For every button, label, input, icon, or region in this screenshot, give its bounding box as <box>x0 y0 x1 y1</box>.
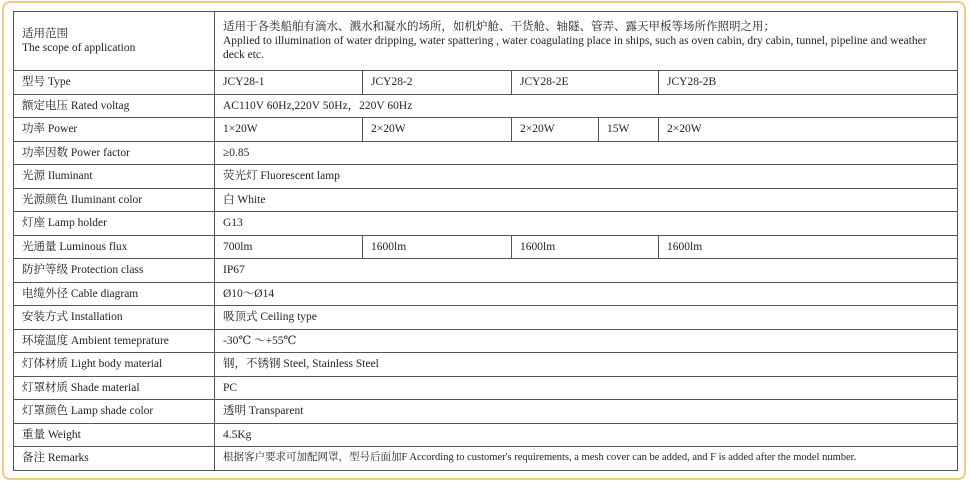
cable-value: Ø10～Ø14 <box>215 282 958 306</box>
row-installation <box>14 306 958 330</box>
row-shade-color <box>14 400 958 424</box>
installation-value: 吸顶式 Ceiling type <box>215 306 958 330</box>
row-power-factor <box>14 141 958 165</box>
voltage-label: 额定电压 Rated voltag <box>14 94 215 118</box>
row-body-material <box>14 353 958 377</box>
shade-color-label: 灯罩颜色 Lamp shade color <box>14 400 215 424</box>
row-voltage <box>14 94 958 118</box>
illuminant-label: 光源 Iluminant <box>14 165 215 189</box>
power-value-2: 2×20W <box>363 118 512 142</box>
illuminant-color-label: 光源颜色 Iluminant color <box>14 188 215 212</box>
lamp-holder-value: G13 <box>215 212 958 236</box>
scope-label-cn: 适用范围 <box>22 28 68 40</box>
scope-value-cell <box>215 12 958 71</box>
row-type <box>14 71 958 95</box>
installation-label: 安装方式 Installation <box>14 306 215 330</box>
voltage-value: AC110V 60Hz,220V 50Hz，220V 60Hz <box>215 94 958 118</box>
scope-text-cn: 适用于各类船舶有滴水、溅水和凝水的场所，如机炉舱、干货舱、轴隧、管弄、露天甲板等场所作照明之用； <box>223 21 775 33</box>
row-ambient <box>14 329 958 353</box>
illuminant-value: 荧光灯 Fluorescent lamp <box>215 165 958 189</box>
shade-material-label: 灯罩材质 Shade material <box>14 376 215 400</box>
row-illuminant-color <box>14 188 958 212</box>
cable-label: 电缆外径 Cable diagram <box>14 282 215 306</box>
spec-table <box>13 11 958 471</box>
luminous-flux-value-2: 1600lm <box>363 235 512 259</box>
lamp-holder-label: 灯座 Lamp holder <box>14 212 215 236</box>
row-shade-material <box>14 376 958 400</box>
remarks-value: 根据客户要求可加配网罩，型号后面加F According to customer's requirements, a mesh cover can be added, and F is added after the model number. <box>215 447 958 471</box>
protection-label: 防护等级 Protection class <box>14 259 215 283</box>
type-label: 型号 Type <box>14 71 215 95</box>
row-remarks <box>14 447 958 471</box>
shade-color-value: 透明 Transparent <box>215 400 958 424</box>
ambient-value: -30℃ ～+55℃ <box>215 329 958 353</box>
row-weight <box>14 423 958 447</box>
scope-label-en: The scope of application <box>22 42 136 54</box>
row-luminous-flux <box>14 235 958 259</box>
type-model-4: JCY28-2B <box>659 71 958 95</box>
power-factor-value: ≥0.85 <box>215 141 958 165</box>
luminous-flux-value-1: 700lm <box>215 235 363 259</box>
type-model-2: JCY28-2 <box>363 71 512 95</box>
protection-value: IP67 <box>215 259 958 283</box>
scope-text-en: Applied to illumination of water dripping, water spattering , water coagulating place in ships, such as oven cabin, dry cabin, tunnel, pipeline and weather deck etc. <box>223 35 927 61</box>
power-value-3: 2×20W <box>512 118 599 142</box>
type-model-1: JCY28-1 <box>215 71 363 95</box>
remarks-label: 备注 Remarks <box>14 447 215 471</box>
shade-material-value: PC <box>215 376 958 400</box>
ambient-label: 环境温度 Ambient temeprature <box>14 329 215 353</box>
power-label: 功率 Power <box>14 118 215 142</box>
luminous-flux-label: 光通量 Luminous flux <box>14 235 215 259</box>
weight-value: 4.5Kg <box>215 423 958 447</box>
row-power <box>14 118 958 142</box>
luminous-flux-value-4: 1600lm <box>659 235 958 259</box>
row-illuminant <box>14 165 958 189</box>
row-protection <box>14 259 958 283</box>
luminous-flux-value-3: 1600lm <box>512 235 659 259</box>
row-scope <box>14 12 958 71</box>
type-model-3: JCY28-2E <box>512 71 659 95</box>
body-material-value: 钢，不锈钢 Steel, Stainless Steel <box>215 353 958 377</box>
row-lamp-holder <box>14 212 958 236</box>
scope-label-cell <box>14 12 215 71</box>
illuminant-color-value: 白 White <box>215 188 958 212</box>
power-value-5: 2×20W <box>659 118 958 142</box>
body-material-label: 灯体材质 Light body material <box>14 353 215 377</box>
weight-label: 重量 Weight <box>14 423 215 447</box>
row-cable <box>14 282 958 306</box>
power-value-4: 15W <box>599 118 659 142</box>
power-value-1: 1×20W <box>215 118 363 142</box>
power-factor-label: 功率因数 Power factor <box>14 141 215 165</box>
